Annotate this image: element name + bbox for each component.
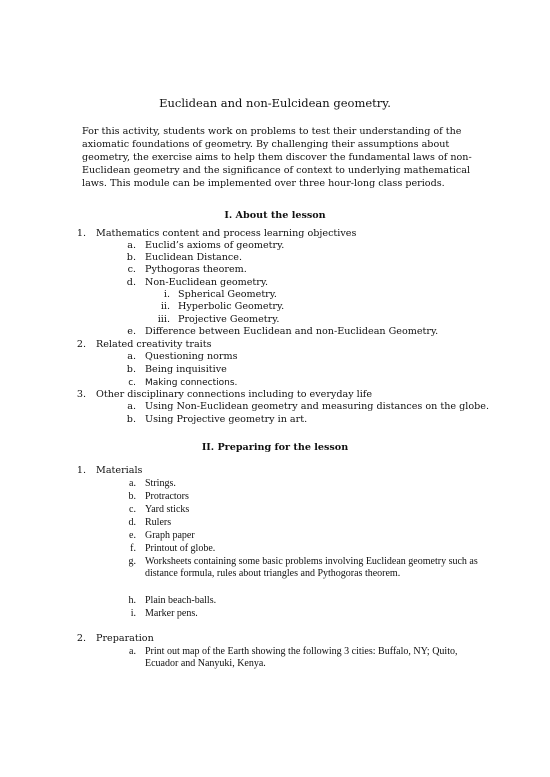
list-text: Projective Geometry. — [178, 314, 280, 325]
list-number: a. — [127, 401, 136, 412]
list-number: ii. — [160, 301, 170, 312]
list-number: f. — [130, 543, 136, 554]
list-text: Other disciplinary connections including to everyday life — [96, 389, 373, 400]
list-number: a. — [129, 646, 136, 657]
list-number: a. — [129, 478, 136, 489]
list-text: Preparation — [96, 633, 154, 644]
list-text: Related creativity traits — [96, 339, 212, 350]
list-text: Mathematics content and process learning objectives — [96, 228, 357, 239]
list-number: b. — [126, 364, 136, 375]
list-text: Using Non-Euclidean geometry and measuring distances on the globe. — [145, 401, 490, 412]
list-text: Marker pens. — [145, 608, 198, 619]
list-text: Questioning norms — [145, 351, 238, 362]
list-text: Making connections. — [145, 378, 238, 388]
list-number: b. — [126, 252, 136, 263]
list-text: Print out map of the Earth showing the following 3 cities: Buffalo, NY; Quito, Ecuador and Nanyuki, Kenya. — [145, 646, 458, 670]
intro-paragraph: For this activity, students work on problems to test their understanding of the axiomatic foundations of geometry. By challenging their assumptions about geometry, the exercise aims to help them discover the fundamental laws of non-Euclidean geometry and the significance of context to underlying mathematical laws. This module can be implemented over three hour-long class periods. — [82, 126, 472, 189]
list-text: Worksheets containing some basic problems involving Euclidean geometry such as distance formula, rules about triangles and Pythogoras theorem. — [145, 556, 478, 580]
list-text: Non-Euclidean geometry. — [145, 277, 269, 288]
list-text: Strings. — [145, 478, 176, 489]
list-number: d. — [126, 277, 136, 288]
list-text: Rulers — [145, 517, 172, 528]
list-number: i. — [130, 608, 136, 619]
list-number: c. — [128, 378, 136, 388]
list-text: Being inquisitive — [145, 364, 227, 375]
list-number: a. — [127, 240, 136, 251]
list-number: 1. — [76, 465, 86, 476]
list-text: Euclidean Distance. — [145, 252, 242, 263]
list-number: 2. — [76, 633, 86, 644]
list-number: b. — [128, 491, 136, 502]
list-number: c. — [127, 264, 136, 275]
list-number: b. — [126, 414, 136, 425]
list-text: Yard sticks — [145, 504, 190, 515]
section-heading-preparing: II. Preparing for the lesson — [201, 442, 349, 453]
list-text: Graph paper — [145, 530, 195, 541]
list-text: Printout of globe. — [145, 543, 216, 554]
list-text: Hyperbolic Geometry. — [178, 301, 285, 312]
list-number: g. — [128, 556, 136, 567]
list-number: 2. — [76, 339, 86, 350]
list-text: Materials — [96, 465, 143, 476]
list-number: a. — [127, 351, 136, 362]
list-number: c. — [129, 504, 136, 515]
list-text: Euclid’s axioms of geometry. — [145, 240, 285, 251]
list-text: Spherical Geometry. — [178, 289, 277, 300]
list-number: iii. — [157, 314, 170, 325]
list-text: Difference between Euclidean and non-Euclidean Geometry. — [145, 326, 439, 337]
document-title: Euclidean and non-Eulcidean geometry. — [159, 96, 391, 110]
list-text: Pythogoras theorem. — [145, 264, 247, 275]
list-number: i. — [163, 289, 170, 300]
list-number: 3. — [76, 389, 86, 400]
list-number: 1. — [76, 228, 86, 239]
list-text: Protractors — [145, 491, 189, 502]
list-text: Using Projective geometry in art. — [145, 414, 308, 425]
list-number: h. — [128, 595, 136, 606]
section-heading-about: I. About the lesson — [224, 210, 326, 221]
list-number: d. — [128, 517, 136, 528]
list-text: Plain beach-balls. — [145, 595, 217, 606]
list-number: e. — [129, 530, 136, 541]
list-number: e. — [127, 326, 136, 337]
